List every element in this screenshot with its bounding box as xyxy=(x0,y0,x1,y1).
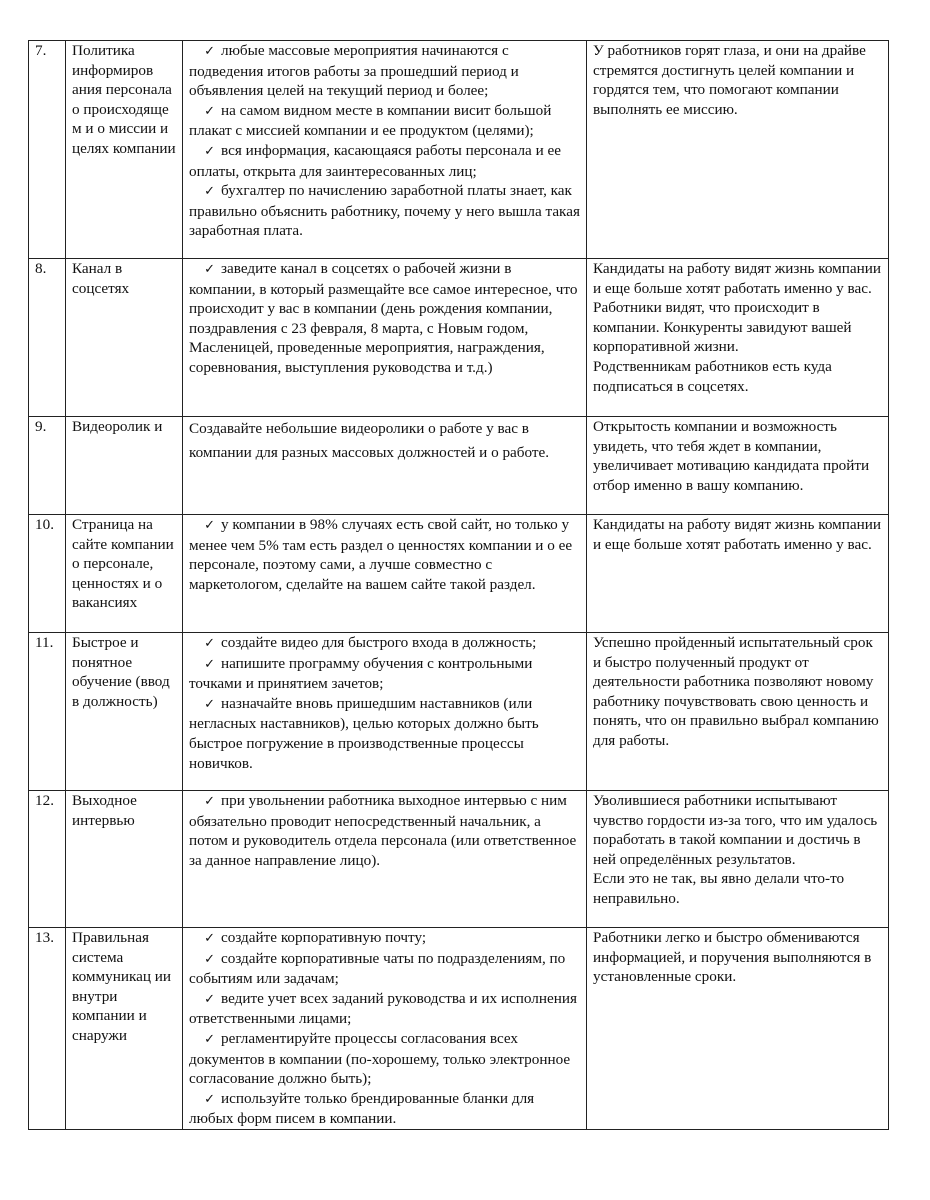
actions-cell xyxy=(183,791,587,928)
measure-name: Выходное интервью xyxy=(66,791,183,928)
list-item: ✓ регламентируйте процессы согласования всех документов в компании (по-хорошему, только электронное согласование должно быть); xyxy=(189,1029,571,1088)
measure-name: Правильная система коммуникац ии внутри компании и снаружи xyxy=(66,928,183,1130)
check-icon: ✓ xyxy=(204,143,215,159)
result-text: Кандидаты на работу видят жизнь компании и еще больше хотят работать именно у вас. xyxy=(593,260,882,297)
result-text: Работники легко и быстро обмениваются информацией, и поручения выполняются в установленные сроки. xyxy=(593,929,872,986)
row-number: 7. xyxy=(29,41,66,259)
result-cell xyxy=(587,928,889,1130)
actions-cell xyxy=(183,41,587,259)
result-cell xyxy=(587,41,889,259)
list-item: ✓ напишите программу обучения с контрольными точками и принятием зачетов; xyxy=(189,654,533,693)
check-icon: ✓ xyxy=(204,931,215,946)
list-item: ✓ создайте корпоративные чаты по подразделениям, по событиям или задачам; xyxy=(189,949,566,988)
check-icon: ✓ xyxy=(204,951,215,967)
check-icon: ✓ xyxy=(204,1031,215,1047)
list-item: ✓ создайте видео для быстрого входа в должность; xyxy=(189,633,580,654)
check-icon: ✓ xyxy=(204,1091,215,1107)
check-icon: ✓ xyxy=(204,636,215,651)
actions-cell xyxy=(183,515,587,633)
table-row xyxy=(29,41,889,259)
action-text: Создавайте небольшие видеоролики о работе у вас в компании для разных массовых должностей и о работе. xyxy=(189,420,550,461)
list-item: ✓ используйте только брендированные бланки для любых форм писем в компании. xyxy=(189,1089,535,1128)
table-row xyxy=(29,259,889,417)
measure-name: Политика информиров ания персонала о происходяще м и о миссии и целях компании xyxy=(66,41,183,259)
check-icon: ✓ xyxy=(204,696,215,712)
measure-name: Канал в соцсетях xyxy=(66,259,183,417)
row-number: 13. xyxy=(29,928,66,1130)
list-item: ✓ вся информация, касающаяся работы персонала и ее оплаты, открыта для заинтересованных лиц; xyxy=(189,141,562,180)
actions-cell xyxy=(183,633,587,791)
table-row xyxy=(29,928,889,1130)
actions-cell xyxy=(183,417,587,515)
result-text: Если это не так, вы явно делали что-то неправильно. xyxy=(593,870,845,907)
list-item: ✓ заведите канал в соцсетях о рабочей жизни в компании, в который размещайте все самое интересное, что происходит у вас в компании (день рождения компании, поздравления с 23 февраля, 8 марта, с Новым годом, Масленицей, проведенные мероприятия, награждения, соревнования, выступления руководства и т.д.) xyxy=(189,260,578,376)
check-icon: ✓ xyxy=(204,44,215,59)
row-number: 9. xyxy=(29,417,66,515)
measure-name: Видеоролик и xyxy=(66,417,183,515)
check-icon: ✓ xyxy=(204,656,215,672)
check-icon: ✓ xyxy=(204,103,215,119)
list-item: ✓ при увольнении работника выходное интервью с ним обязательно проводит непосредственный начальник, а потом и руководитель отдела персонала (или ответственное за данное направление лицо). xyxy=(189,792,577,869)
row-number: 10. xyxy=(29,515,66,633)
list-item: ✓ на самом видном месте в компании висит большой плакат с миссией компании и ее продуктом (целями); xyxy=(189,101,552,140)
measures-table xyxy=(28,40,889,1130)
list-item: ✓ у компании в 98% случаях есть свой сайт, но только у менее чем 5% там есть раздел о ценностях компании и о ее персонале, поэтому сами, а лучше совместно с маркетологом, сделайте на вашем сайте такой раздел. xyxy=(189,516,573,593)
check-icon: ✓ xyxy=(204,184,215,200)
list-item: ✓ назначайте вновь пришедшим наставников (или негласных наставников), целью которых должно быть быстрое погружение в производственные процессы новичков. xyxy=(189,694,539,772)
result-text: Успешно пройденный испытательный срок и быстро полученный продукт от деятельности работника позволяют новому работнику почувствовать свою ценность и понять, что он правильно выбрал компанию для работы. xyxy=(593,634,879,749)
result-cell xyxy=(587,633,889,791)
measure-name: Быстрое и понятное обучение (ввод в должность) xyxy=(66,633,183,791)
result-text: Родственникам работников есть куда подписаться в соцсетях. xyxy=(593,357,832,395)
check-icon: ✓ xyxy=(204,794,215,809)
row-number: 12. xyxy=(29,791,66,928)
result-text: Работники видят, что происходит в компании. Конкуренты завидуют вашей корпоративной жизни. xyxy=(593,299,852,356)
check-icon: ✓ xyxy=(204,991,215,1007)
check-icon: ✓ xyxy=(204,262,215,277)
row-number: 8. xyxy=(29,259,66,417)
table-row xyxy=(29,417,889,515)
list-item: ✓ бухгалтер по начислению заработной платы знает, как правильно объяснить работнику, почему у него вышла такая заработная плата. xyxy=(189,182,580,240)
result-text: Уволившиеся работники испытывают чувство гордости из-за того, что им удалось поработать в такой компании и достичь в ней определённых результатов. xyxy=(593,792,878,868)
list-item: ✓ ведите учет всех заданий руководства и их исполнения ответственными лицами; xyxy=(189,989,577,1028)
list-item: ✓ создайте корпоративную почту; xyxy=(189,928,580,949)
check-icon: ✓ xyxy=(204,518,215,533)
actions-cell xyxy=(183,259,587,417)
result-cell xyxy=(587,791,889,928)
row-number: 11. xyxy=(29,633,66,791)
table-row xyxy=(29,633,889,791)
measure-name: Страница на сайте компании о персонале, ценностях и о вакансиях xyxy=(66,515,183,633)
actions-cell xyxy=(183,928,587,1130)
result-text: Кандидаты на работу видят жизнь компании и еще больше хотят работать именно у вас. xyxy=(593,516,882,553)
result-text: Открытость компании и возможность увидеть, что тебя ждет в компании, увеличивает мотивацию кандидата пройти отбор именно в вашу компанию. xyxy=(593,418,870,494)
list-item: ✓ любые массовые мероприятия начинаются с подведения итогов работы за прошедший период и объявления целей на текущий период и более; xyxy=(189,42,519,100)
result-cell xyxy=(587,259,889,417)
result-text: У работников горят глаза, и они на драйве стремятся достигнуть целей компании и гордятся тем, что помогают компании выполнять ее миссию. xyxy=(593,42,866,118)
result-cell xyxy=(587,515,889,633)
table-row xyxy=(29,515,889,633)
table-row xyxy=(29,791,889,928)
result-cell xyxy=(587,417,889,515)
